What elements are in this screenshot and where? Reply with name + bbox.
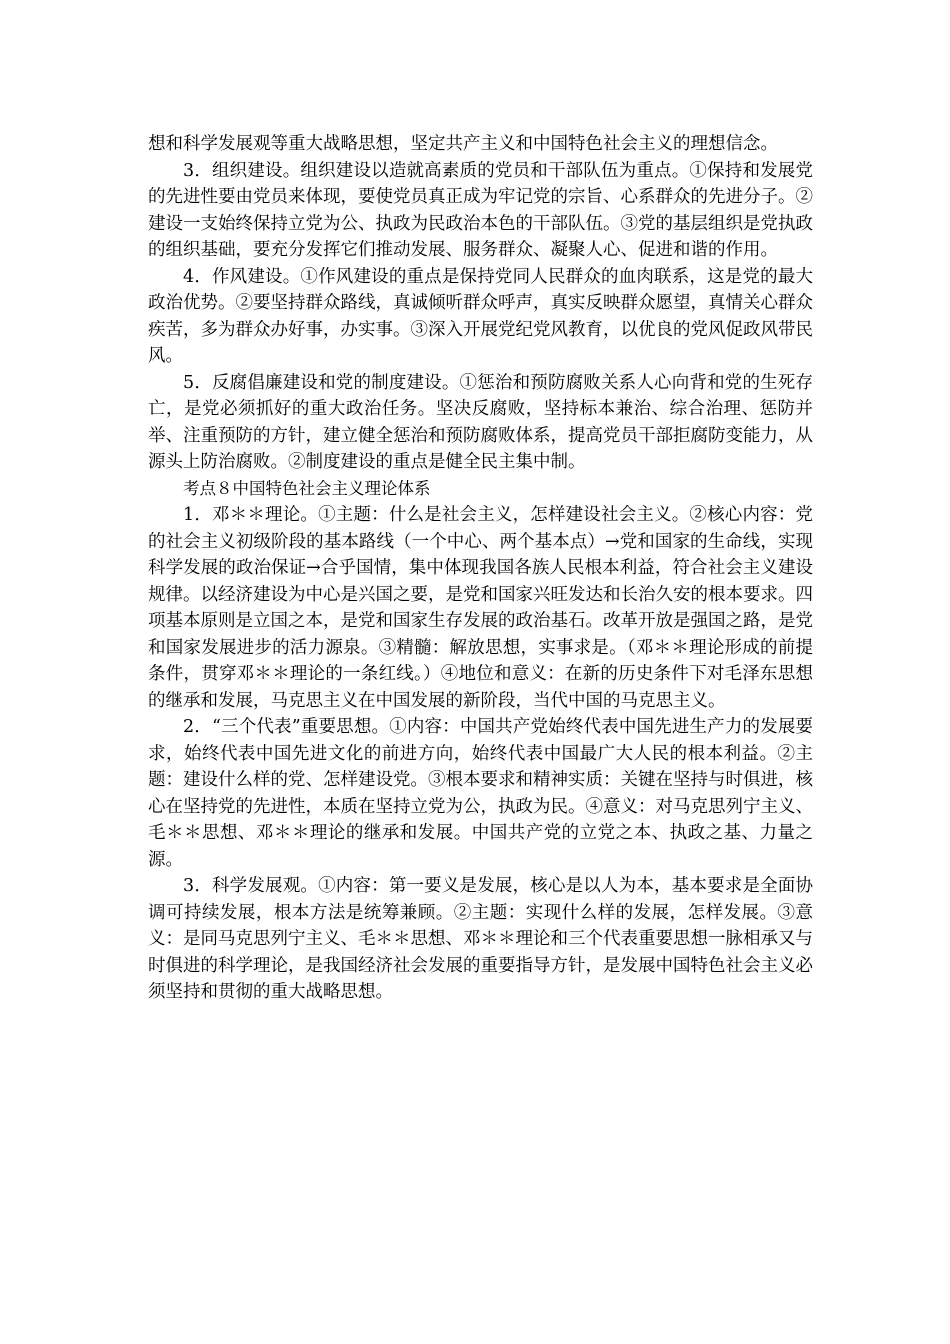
paragraph-three-represents: 2．“三个代表”重要思想。①内容：中国共产党始终代表中国先进生产力的发展要求，始终代表中国先进文化的前进方向，始终代表中国最广大人民的根本利益。②主题：建设什么样的党、怎样建设党。③根本要求和精神实质：关键在坚持与时俱进，核心在坚持党的先进性，本质在坚持立党为公，执政为民。④意义：对马克思列宁主义、毛＊＊思想、邓＊＊理论的继承和发展。中国共产党的立党之本、执政之基、力量之源。	[148, 717, 813, 870]
paragraph-continuation: 想和科学发展观等重大战略思想，坚定共产主义和中国特色社会主义的理想信念。	[148, 134, 778, 154]
paragraph-style-building: 4．作风建设。①作风建设的重点是保持党同人民群众的血肉联系，这是党的最大政治优势。②要坚持群众路线，真诚倾听群众呼声，真实反映群众愿望，真情关心群众疾苦，多为群众办好事，办实事。③深入开展党纪党风教育，以优良的党风促政风带民风。	[148, 266, 813, 366]
paragraph-scientific-development: 3．科学发展观。①内容：第一要义是发展，核心是以人为本，基本要求是全面协调可持续发展，根本方法是统筹兼顾。②主题：实现什么样的发展，怎样发展。③意义：是同马克思列宁主义、毛＊＊思想、邓＊＊理论和三个代表重要思想一脉相承又与时俱进的科学理论，是我国经济社会发展的重要指导方针，是发展中国特色社会主义必须坚持和贯彻的重大战略思想。	[148, 876, 813, 1002]
paragraph-organization-building: 3．组织建设。组织建设以造就高素质的党员和干部队伍为重点。①保持和发展党的先进性要由党员来体现，要使党员真正成为牢记党的宗旨、心系群众的先进分子。②建设一支始终保持立党为公、执政为民政治本色的干部队伍。③党的基层组织是党执政的组织基础，要充分发挥它们推动发展、服务群众、凝聚人心、促进和谐的作用。	[148, 160, 813, 260]
paragraph-anti-corruption: 5．反腐倡廉建设和党的制度建设。①惩治和预防腐败关系人心向背和党的生死存亡，是党必须抓好的重大政治任务。坚决反腐败，坚持标本兼治、综合治理、惩防并举、注重预防的方针，建立健全惩治和预防腐败体系，提高党员干部拒腐防变能力，从源头上防治腐败。②制度建设的重点是健全民主集中制。	[148, 372, 813, 472]
section-heading: 考点８中国特色社会主义理论体系	[183, 478, 431, 498]
document-body	[148, 131, 813, 1006]
paragraph-deng-theory: 1．邓＊＊理论。①主题：什么是社会主义，怎样建设社会主义。②核心内容：党的社会主义初级阶段的基本路线（一个中心、两个基本点）→党和国家的生命线，实现科学发展的政治保证→合乎国情，集中体现我国各族人民根本利益，符合社会主义建设规律。以经济建设为中心是兴国之要，是党和国家兴旺发达和长治久安的根本要求。四项基本原则是立国之本，是党和国家生存发展的政治基石。改革开放是强国之路，是党和国家发展进步的活力源泉。③精髓：解放思想，实事求是。（邓＊＊理论形成的前提条件，贯穿邓＊＊理论的一条红线。）④地位和意义：在新的历史条件下对毛泽东思想的继承和发展，马克思主义在中国发展的新阶段，当代中国的马克思主义。	[148, 505, 813, 711]
